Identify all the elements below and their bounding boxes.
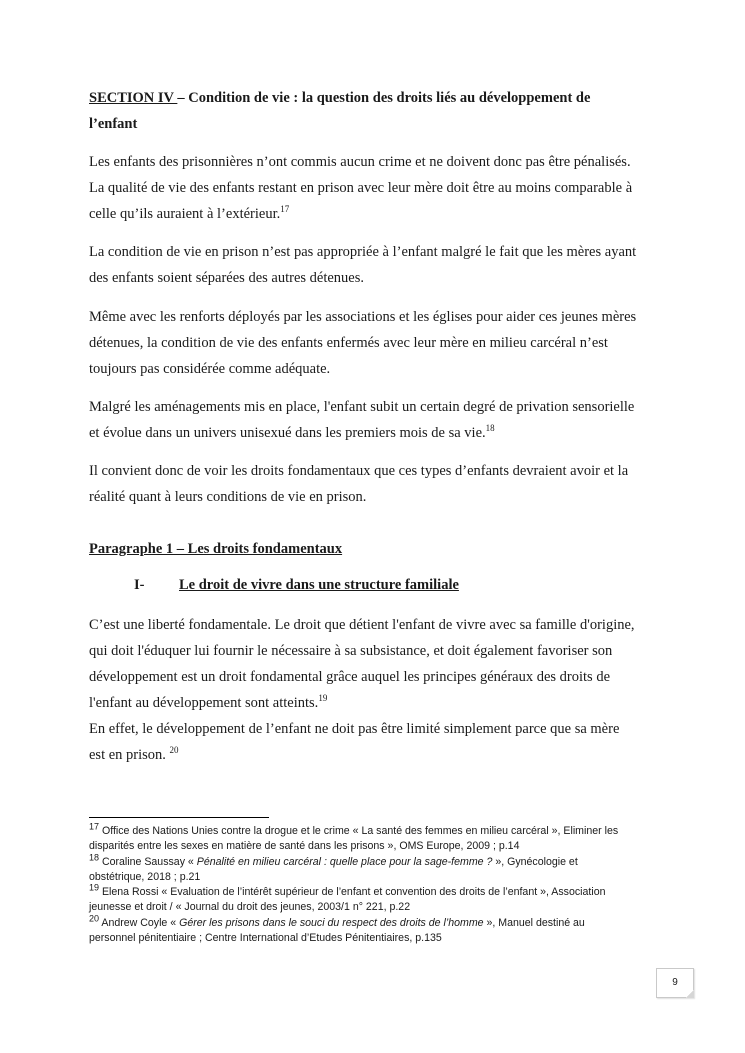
paragraph-6: [89, 612, 659, 768]
footnotes: [89, 821, 659, 946]
footnote-text: Andrew Coyle «: [99, 916, 180, 929]
footnote-text: disparités entre les sexes en matière de santé dans les prisons », OMS Europe, 2009 ; p.14: [89, 840, 520, 853]
footnote-19: [89, 882, 659, 916]
footnote-ref-20[interactable]: 20: [169, 745, 179, 756]
text-line: détenues, la condition de vie des enfants enfermés avec leur mère en milieu carcéral n’est: [89, 335, 608, 351]
paragraph-1: [89, 149, 659, 227]
subsection-numeral: I-: [134, 577, 145, 593]
footnote-ref-18[interactable]: 18: [485, 423, 495, 434]
paragraph-4: [89, 394, 659, 446]
paragraph-5: [89, 458, 659, 510]
footnote-ref-17[interactable]: 17: [280, 204, 290, 215]
text-line: La qualité de vie des enfants restant en prison avec leur mère doit être au moins comparable à: [89, 180, 633, 196]
page-number: 9: [656, 968, 694, 998]
footnote-text: », Gynécologie et: [492, 855, 578, 868]
footnote-number: 19: [89, 882, 100, 893]
paragraph-2: [89, 239, 659, 291]
text-line: Il convient donc de voir les droits fondamentaux que ces types d’enfants devraient avoir et la: [89, 463, 629, 479]
footnote-title: Pénalité en milieu carcéral : quelle place pour la sage-femme ?: [196, 855, 493, 868]
footnote-17: [89, 821, 659, 855]
text-line: En effet, le développement de l’enfant ne doit pas être limité simplement parce que sa mère: [89, 721, 620, 737]
footnote-number: 20: [89, 913, 100, 924]
text-line: qui doit l'éduquer lui fournir le nécessaire à sa subsistance, et doit également favoriser son: [89, 643, 613, 659]
text-line: et évolue dans un univers unisexué dans les premiers mois de sa vie.: [89, 425, 486, 441]
paragraph-3: [89, 304, 659, 382]
footnote-text: », Manuel destiné au: [483, 916, 585, 929]
text-line: développement est un droit fondamental grâce auquel les principes généraux des droits de: [89, 669, 611, 685]
text-line: est en prison.: [89, 747, 170, 763]
footnote-number: 17: [89, 821, 100, 832]
text-line: des enfants soient séparées des autres détenues.: [89, 270, 364, 286]
text-line: Même avec les renforts déployés par les associations et les églises pour aider ces jeunes mères: [89, 309, 637, 325]
footnote-separator: [89, 817, 269, 818]
text-line: toujours pas considérée comme adéquate.: [89, 361, 331, 377]
footnote-18: [89, 852, 659, 886]
footnote-ref-19[interactable]: 19: [318, 693, 328, 704]
footnote-text: jeunesse et droit / « Journal du droit des jeunes, 2003/1 n° 221, p.22: [89, 901, 411, 914]
footnote-20: [89, 913, 659, 947]
text-line: réalité quant à leurs conditions de vie en prison.: [89, 489, 367, 505]
text-line: C’est une liberté fondamentale. Le droit que détient l'enfant de vivre avec sa famille d'origine,: [89, 617, 635, 633]
text-line: Les enfants des prisonnières n’ont commis aucun crime et ne doivent donc pas être pénalisés.: [89, 154, 631, 170]
footnote-text: personnel pénitentiaire ; Centre International d’Etudes Pénitentiaires, p.135: [89, 932, 442, 945]
section-label: SECTION IV: [89, 90, 178, 106]
section-heading: [89, 85, 657, 137]
section-title-line1: – Condition de vie : la question des droits liés au développement de: [177, 90, 591, 106]
section-title-line2: l’enfant: [89, 116, 138, 132]
text-line: celle qu’ils auraient à l’extérieur.: [89, 206, 281, 222]
footnote-text: Coraline Saussay «: [99, 855, 197, 868]
paragraph-1-heading: Paragraphe 1 – Les droits fondamentaux: [89, 541, 343, 557]
footnote-text: Elena Rossi « Evaluation de l’intérêt supérieur de l’enfant et convention des droits de l’enfant », Association: [99, 886, 606, 899]
text-line: Malgré les aménagements mis en place, l'enfant subit un certain degré de privation sensorielle: [89, 399, 635, 415]
footnote-text: obstétrique, 2018 ; p.21: [89, 870, 201, 883]
footnote-text: Office des Nations Unies contre la drogue et le crime « La santé des femmes en milieu carcéral », Eliminer les: [99, 825, 619, 837]
subsection-title: Le droit de vivre dans une structure familiale: [179, 577, 459, 593]
footnote-number: 18: [89, 852, 100, 863]
text-line: La condition de vie en prison n’est pas appropriée à l’enfant malgré le fait que les mères ayant: [89, 244, 637, 260]
footnote-title: Gérer les prisons dans le souci du respect des droits de l’homme: [179, 916, 484, 929]
text-line: l'enfant au développement sont atteints.: [89, 695, 319, 711]
